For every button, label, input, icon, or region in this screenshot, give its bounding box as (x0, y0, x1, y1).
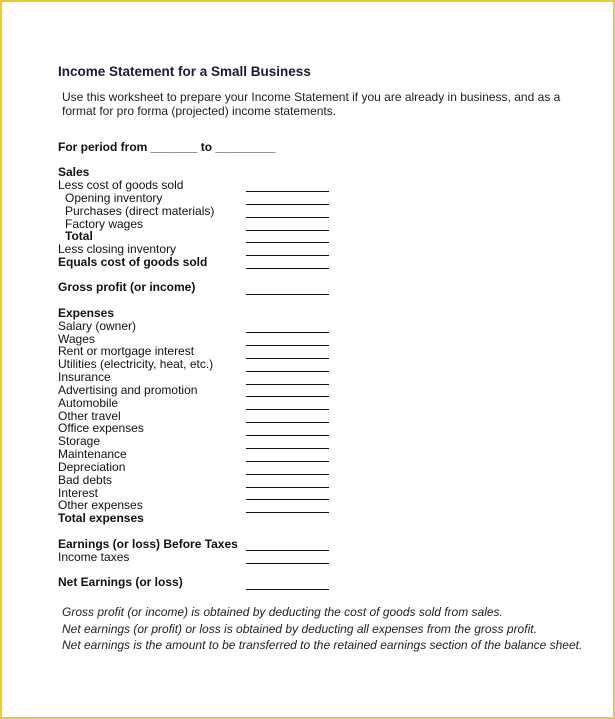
blank-line-total[interactable] (246, 242, 329, 243)
blank-line-advertising[interactable] (246, 396, 329, 397)
blank-line-earnings-before-taxes[interactable] (246, 550, 329, 551)
blank-line-bad-debts[interactable] (246, 487, 329, 488)
label-storage: Storage (58, 434, 101, 448)
label-maintenance: Maintenance (58, 447, 127, 461)
blank-line-purchases[interactable] (246, 217, 329, 218)
label-rent: Rent or mortgage interest (58, 344, 195, 358)
intro-text: Use this worksheet to prepare your Income Statement if you are already in business, and as a format for pro forma (projected) income statements. (62, 90, 561, 118)
label-other-travel: Other travel (58, 409, 121, 423)
blank-line-less-cogs[interactable] (246, 191, 329, 192)
label-automobile: Automobile (58, 396, 119, 410)
blank-line-automobile[interactable] (246, 409, 329, 410)
blank-line-income-taxes[interactable] (246, 563, 329, 564)
note-gross-profit: Gross profit (or income) is obtained by deducting the cost of goods sold from sales. (62, 605, 503, 619)
label-office-expenses: Office expenses (58, 421, 144, 435)
blank-line-interest[interactable] (246, 499, 329, 500)
blank-line-depreciation[interactable] (246, 474, 329, 475)
label-utilities: Utilities (electricity, heat, etc.) (58, 357, 214, 371)
label-expenses: Expenses (58, 306, 115, 320)
label-total: Total (65, 229, 93, 243)
label-income-taxes: Income taxes (58, 550, 130, 564)
label-gross-profit: Gross profit (or income) (58, 280, 196, 294)
document-title: Income Statement for a Small Business (58, 64, 311, 79)
blank-line-other-expenses[interactable] (246, 512, 329, 513)
label-salary: Salary (owner) (58, 319, 137, 333)
blank-line-office-expenses[interactable] (246, 435, 329, 436)
blank-line-closing-inventory[interactable] (246, 255, 329, 256)
blank-line-maintenance[interactable] (246, 461, 329, 462)
label-insurance: Insurance (58, 370, 111, 384)
blank-line-factory-wages[interactable] (246, 230, 329, 231)
blank-line-wages[interactable] (246, 345, 329, 346)
blank-line-opening-inventory[interactable] (246, 204, 329, 205)
label-depreciation: Depreciation (58, 460, 126, 474)
label-equals-cogs: Equals cost of goods sold (58, 255, 208, 269)
blank-line-other-travel[interactable] (246, 422, 329, 423)
label-bad-debts: Bad debts (58, 473, 113, 487)
blank-line-storage[interactable] (246, 448, 329, 449)
note-net-earnings-profit: Net earnings (or profit) or loss is obtained by deducting all expenses from the gross profit. (62, 621, 537, 636)
label-net-earnings: Net Earnings (or loss) (58, 575, 183, 589)
blank-line-utilities[interactable] (246, 371, 329, 372)
blank-line-rent[interactable] (246, 358, 329, 359)
label-opening-inventory: Opening inventory (65, 191, 163, 205)
label-wages: Wages (58, 332, 95, 346)
label-purchases: Purchases (direct materials) (65, 204, 215, 218)
label-interest: Interest (58, 486, 99, 500)
blank-line-equals-cogs[interactable] (246, 268, 329, 269)
blank-line-salary[interactable] (246, 332, 329, 333)
label-less-closing-inventory: Less closing inventory (58, 242, 177, 256)
label-less-cogs: Less cost of goods sold (58, 178, 184, 192)
blank-line-insurance[interactable] (246, 384, 329, 385)
footnotes (62, 604, 592, 654)
label-sales: Sales (58, 165, 90, 179)
label-advertising: Advertising and promotion (58, 383, 198, 397)
label-other-expenses: Other expenses (58, 498, 143, 512)
label-earnings-before-taxes: Earnings (or loss) Before Taxes (58, 537, 238, 551)
label-total-expenses: Total expenses (58, 511, 144, 525)
note-retained-earnings: Net earnings is the amount to be transferred to the retained earnings section of the balance sheet. (62, 638, 583, 652)
period-line: For period from _______ to _________ (58, 140, 276, 154)
label-factory-wages: Factory wages (65, 217, 144, 231)
blank-line-net-earnings[interactable] (246, 589, 329, 590)
blank-line-gross-profit[interactable] (246, 294, 329, 295)
